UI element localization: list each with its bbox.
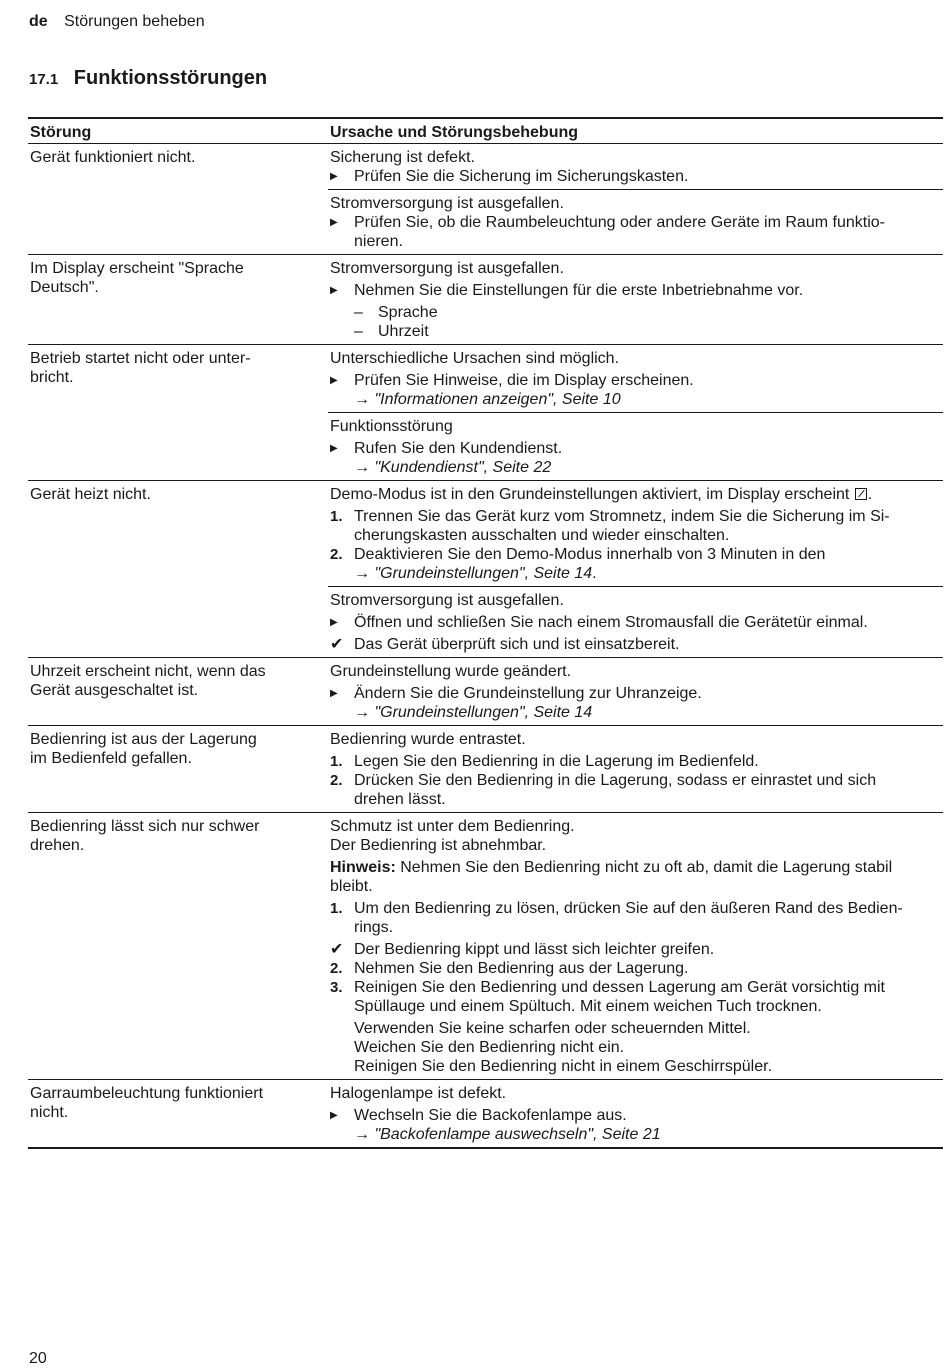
step-line: 1. Trennen Sie das Gerät kurz vom Stromnetz, indem Sie die Sicherung im Si- cherungskasten ausschalten und wieder einschalten. [330, 508, 890, 544]
step-line: 2. Nehmen Sie den Bedienring aus der Lagerung. [330, 960, 689, 977]
language-code: de [29, 13, 48, 30]
fault-cell: Bedienring ist aus der Lagerung im Bedienfeld gefallen. [30, 731, 257, 767]
cause-text: Unterschiedliche Ursachen sind möglich. [330, 350, 620, 367]
cause-block [328, 255, 943, 344]
action-line: ▶ Ändern Sie die Grundeinstellung zur Uhranzeige. [330, 685, 702, 702]
page-header [29, 12, 205, 31]
additional-info: Verwenden Sie keine scharfen oder scheuernden Mittel. Weichen Sie den Bedienring nicht ein. Reinigen Sie den Bedienring nicht in einem Geschirrspüler. [354, 1020, 773, 1075]
page-reference[interactable]: → "Grundeinstellungen", Seite 14 [354, 704, 593, 721]
step-line: 1. Legen Sie den Bedienring in die Lagerung im Bedienfeld. [330, 753, 759, 770]
page-number: 20 [29, 1350, 47, 1367]
arrow-icon: ▶ [330, 285, 338, 296]
fault-cell: Im Display erscheint "Sprache Deutsch". [30, 260, 244, 296]
cause-text: Stromversorgung ist ausgefallen. [330, 195, 564, 212]
cause-block [328, 412, 943, 480]
step-line: 2. Drücken Sie den Bedienring in die Lagerung, sodass er einrastet und sich drehen lässt. [330, 772, 877, 808]
step-number: 2. [330, 546, 343, 563]
action-line: ▶ Wechseln Sie die Backofenlampe aus. [330, 1107, 627, 1124]
cause-text: Sicherung ist defekt. [330, 149, 475, 166]
table-row [28, 255, 943, 345]
arrow-icon: ▶ [330, 688, 338, 699]
causes-cell [303, 144, 943, 255]
causes-cell [303, 255, 943, 345]
troubleshooting-table [28, 117, 943, 1149]
cause-block: Schmutz ist unter dem Bedienring. Der Bedienring ist abnehmbar. Hinweis: Nehmen Sie den Bedienring nicht zu oft ab, damit die Lagerung stabil bleibt. 1. Um den Bedienring zu lösen, drücken Sie auf den äußeren Rand des Bedien- rings. ✔ Der Bedienring kippt und lässt sich leichter greifen. 2. Nehmen Sie den Bedienring aus der Lagerung. 3. Reinigen Sie den Bedienring und dessen Lagerung am Gerät vorsichtig mit Spüllauge und einem Spültuch. Mit einem weichen Tuch trocknen. Verwenden Sie keine scharfen oder scheuernden Mittel. Weichen Sie den Bedienring nicht ein. Reinigen Sie den Bedienring nicht in einem Geschirrspüler. [328, 813, 943, 1079]
action-line: ▶ Prüfen Sie die Sicherung im Sicherungskasten. [330, 168, 689, 185]
table-row [28, 144, 943, 255]
causes-cell [303, 481, 943, 658]
arrow-icon: ▶ [330, 1110, 338, 1121]
chapter-title: Störungen beheben [64, 13, 205, 30]
cause-text: Halogenlampe ist defekt. [330, 1085, 507, 1102]
action-line: ▶ Öffnen und schließen Sie nach einem Stromausfall die Gerätetür einmal. [330, 614, 868, 631]
step-number: 2. [330, 960, 343, 977]
page-reference[interactable]: → "Grundeinstellungen", Seite 14 [354, 565, 593, 582]
cause-block [328, 481, 943, 586]
table-row [28, 813, 943, 1080]
cause-block [328, 586, 943, 657]
step-number: 2. [330, 772, 343, 789]
fault-cell: Garraumbeleuchtung funktioniert nicht. [30, 1085, 264, 1121]
cause-text: Grundeinstellung wurde geändert. [330, 663, 572, 680]
causes-cell [303, 726, 943, 813]
cause-block [328, 658, 943, 725]
dash-icon: – [354, 323, 363, 340]
table-header-row [28, 118, 943, 144]
check-icon: ✔ [330, 941, 344, 958]
causes-cell [303, 658, 943, 726]
cause-text: Demo-Modus ist in den Grundeinstellungen aktiviert, im Display erscheint . [330, 486, 873, 503]
step-number: 1. [330, 753, 343, 770]
cause-text: Stromversorgung ist ausgefallen. [330, 260, 564, 277]
cause-text: Funktionsstörung [330, 418, 453, 435]
fault-text: Gerät heizt nicht. [30, 486, 151, 503]
cause-block [328, 345, 943, 412]
arrow-icon: ▶ [330, 171, 338, 182]
section-heading [29, 69, 267, 89]
step-number: 3. [330, 979, 343, 996]
action-line: ▶ Rufen Sie den Kundendienst. [330, 440, 563, 457]
fault-cell: Betrieb startet nicht oder unter- bricht. [30, 350, 251, 386]
cause-block [328, 189, 943, 254]
page-reference[interactable]: → "Backofenlampe auswechseln", Seite 21 [354, 1126, 661, 1143]
table-row [28, 726, 943, 813]
note-label: Hinweis: [330, 859, 396, 876]
action-line: ▶ Nehmen Sie die Einstellungen für die erste Inbetriebnahme vor. [330, 282, 804, 299]
check-icon: ✔ [330, 636, 344, 653]
cause-block [328, 726, 943, 812]
arrow-icon: ▶ [330, 217, 338, 228]
fault-cell [28, 481, 303, 658]
dash-icon: – [354, 304, 363, 321]
step-line: 3. Reinigen Sie den Bedienring und dessen Lagerung am Gerät vorsichtig mit Spüllauge und einem Spültuch. Mit einem weichen Tuch trocknen. [330, 979, 885, 1015]
section-number: 17.1 [29, 71, 59, 88]
result-line: ✔ Das Gerät überprüft sich und ist einsatzbereit. [330, 636, 680, 653]
sub-item: – Sprache [354, 304, 438, 321]
step-number: 1. [330, 508, 343, 525]
note: Hinweis: Nehmen Sie den Bedienring nicht zu oft ab, damit die Lagerung stabil bleibt. [330, 859, 893, 895]
table-row [28, 1080, 943, 1149]
causes-cell [303, 813, 943, 1080]
column-header-cause: Ursache und Störungsbehebung [303, 118, 943, 144]
action-line: ▶ Prüfen Sie, ob die Raumbeleuchtung oder andere Geräte im Raum funktio- nieren. [330, 214, 885, 250]
sub-item: – Uhrzeit [354, 323, 429, 340]
fault-cell: Bedienring lässt sich nur schwer drehen. [30, 818, 260, 854]
arrow-icon: ▶ [330, 375, 338, 386]
cause-text: Stromversorgung ist ausgefallen. [330, 592, 564, 609]
fault-cell [28, 144, 303, 255]
table-row [28, 658, 943, 726]
fault-cell: Uhrzeit erscheint nicht, wenn das Gerät ausgeschaltet ist. [30, 663, 266, 699]
causes-cell [303, 345, 943, 481]
arrow-icon: ▶ [330, 443, 338, 454]
table-row [28, 345, 943, 481]
section-title: Funktionsstörungen [73, 67, 268, 89]
cause-block [328, 144, 943, 189]
action-line: ▶ Prüfen Sie Hinweise, die im Display erscheinen. [330, 372, 694, 389]
fault-text: Gerät funktioniert nicht. [30, 149, 196, 166]
step-line: 2. Deaktivieren Sie den Demo-Modus innerhalb von 3 Minuten in den → "Grundeinstellungen", Seite 14. [330, 546, 826, 582]
step-number: 1. [330, 900, 343, 917]
cause-text: Bedienring wurde entrastet. [330, 731, 526, 748]
page-reference[interactable]: → "Kundendienst", Seite 22 [354, 459, 552, 476]
page-reference[interactable]: → "Informationen anzeigen", Seite 10 [354, 391, 621, 408]
cause-block [328, 1080, 943, 1147]
demo-mode-icon [855, 488, 867, 500]
step-line: 1. Um den Bedienring zu lösen, drücken Sie auf den äußeren Rand des Bedien- rings. [330, 900, 903, 936]
arrow-icon: ▶ [330, 617, 338, 628]
column-header-fault: Störung [28, 118, 303, 144]
result-line: ✔ Der Bedienring kippt und lässt sich leichter greifen. [330, 941, 715, 958]
table-row [28, 481, 943, 658]
causes-cell [303, 1080, 943, 1149]
